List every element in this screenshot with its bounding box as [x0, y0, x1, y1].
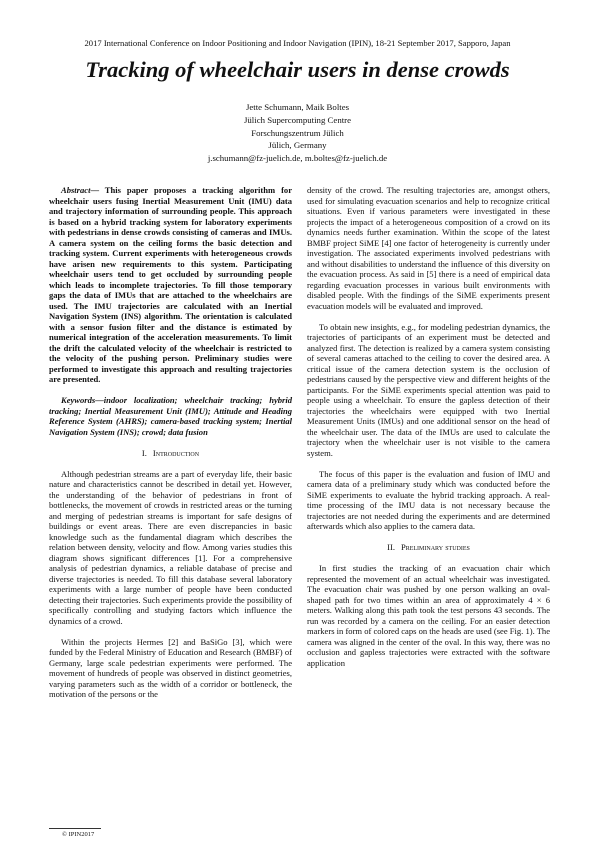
section-title: Introduction [152, 447, 200, 458]
author-affiliation-2: Forschungszentrum Jülich [251, 127, 344, 138]
paragraph: Within the projects Hermes [2] and BaSiGo [3], which were funded by the Federal Ministry of Education and Research (BMBF) of Germany, large scale pedestrian experiments were performed. The movement of hundreds of people was observed in distinct geometries, varying parameters such as the width of a corridor or bottleneck, the motivation of the persons or the [49, 636, 292, 699]
abstract [49, 185, 292, 385]
author-email: j.schumann@fz-juelich.de, m.boltes@fz-juelich.de [207, 153, 388, 164]
author-names: Jette Schumann, Maik Boltes [245, 102, 350, 112]
paragraph: To obtain new insights, e.g., for modeling pedestrian dynamics, the trajectories of participants of an experiment must be detected and analyzed first. The detection is realized by a camera system consisting of several cameras attached to the ceiling to cover the desired area. A critical issue of the camera detection system is the occlusion of pedestrians caused by the perspective view and different heights of the participants. For the SiME experiments special attention was paid to people using a wheelchair. To ensure the gapless detection of their trajectories the wheelchairs were equipped with two Inertial Measurement Units (IMUs) and one additional sensor on the head of the wheelchair user. The data of the IMUs are used to calculate the trajectory when the wheelchair user is not visible to the camera system. [307, 321, 550, 458]
abstract-text: — This paper proposes a tracking algorithm for wheelchair users fusing Inertial Measurement Unit (IMU) data and trajectory information of surrounding people. This approach is based on a hybrid tracking system for laboratory experiments with pedestrians in dense crowds consisting of cameras and IMUs. A camera system on the ceiling forms the basic detection and tracking system. Current experiments with heterogeneous crowds have arisen new requirements to this system. Participating wheelchair users tend to get occluded by surrounding people which leads to incomplete trajectories. To fill those temporary gaps the data of IMUs that are attached to the wheelchairs are used. The IMU trajectories are calculated with an Inertial Navigation System (INS) algorithm. The orientation is calculated with a sensor fusion filter and the distance is estimated by numerical integration of the acceleration measurements. To limit the drift the calculated velocity of the wheelchair is restricted to the velocity of the pushing person. Preliminary studies were performed to investigate this approach and resulting trajectories are presented. [49, 185, 292, 384]
section-title: Preliminary studies [400, 542, 470, 552]
footnote-rule [49, 828, 101, 829]
paragraph: The focus of this paper is the evaluation and fusion of IMU and camera data of a preliminary study which was conducted before the SiME experiments to evaluate the hybrid tracking approach. A real-time processing of the IMU data is not necessary because the trajectories are not needed during the experiments and are determined afterwards which also applies to the camera data. [307, 468, 550, 531]
copyright-footnote: © IPIN2017 [62, 831, 95, 838]
paragraph: In first studies the tracking of an evacuation chair which represented the movement of an actual wheelchair was investigated. The evacuation chair was pushed by one person walking an oval-shaped path for two times within an area of approximately 4 × 6 meters. Walking along this path took the test persons 43 seconds. The run was recorded by a camera on the ceiling. For an easier detection markers in form of colored caps on the heads are used (see Fig. 1). The camera was aligned in the center of the oval. In this way, there was no occlusion and gapless trajectories were extracted with the software application [307, 563, 550, 668]
author-block [0, 101, 595, 165]
section-heading-preliminary-studies [307, 542, 550, 553]
section-number: I. [141, 447, 147, 458]
right-column [307, 185, 550, 668]
section-heading-introduction [49, 448, 292, 459]
paper-title: Tracking of wheelchair users in dense crowds [85, 57, 510, 82]
left-column [49, 185, 292, 700]
paragraph: Although pedestrian streams are a part of everyday life, their basic nature and characteristics cannot be described in detail yet. However, the understanding of the behavior of pedestrians in front of bottlenecks, the movement of crowds in restricted areas or the turning and merging of pedestrian streams is important for safe designs of buildings or event areas. There are even discrepancies in basic knowledge such as the fundamental diagram which describes the relation between density, velocity and flow. Among varies studies this diagram shows significant differences [1]. For a comprehensive analysis of pedestrian dynamics, a reliable database of precise and diverse trajectories is needed. To fill this database several laboratory experiments with a large number of people have been conducted detecting their trajectories. Such experiments provide the possibility of specifically controlling and studying factors which influence the dynamics of a crowd. [49, 468, 292, 626]
keywords-lead: Keywords [61, 395, 96, 405]
keywords [49, 395, 292, 437]
author-affiliation-1: Jülich Supercomputing Centre [243, 114, 351, 125]
author-location: Jülich, Germany [268, 140, 327, 151]
paragraph-continued: density of the crowd. The resulting trajectories are, amongst others, used for simulating evacuation scenarios and help to recognize critical situations. Even if various parameters were investigated in these projects the impact of a heterogeneous composition of a crowd on its dynamics needs further examination. Within the scope of the latest BMBF project SiME [4] one factor of heterogeneity is currently under investigation. The associated experiments involved pedestrians with and without disabilities to understand the influence of this diversity on the evacuation process. As said in [5] there is a need of empirical data regarding evacuation processes in various built environments with disabled people. With the findings of the SiME experiments present evacuation models will be evaluated and improved. [307, 185, 550, 311]
section-number: II. [387, 542, 395, 552]
keywords-text: —indoor localization; wheelchair tracking; hybrid tracking; Inertial Measurement Unit (IMU); Attitude and Heading Reference System (AHRS); camera-based tracking system; Inertial Navigation System (INS); crowd; data fusion [49, 395, 292, 437]
abstract-lead: Abstract [61, 185, 91, 195]
conference-header: 2017 International Conference on Indoor Positioning and Indoor Navigation (IPIN), 18-21 September 2017, Sapporo, Japan [84, 38, 511, 48]
